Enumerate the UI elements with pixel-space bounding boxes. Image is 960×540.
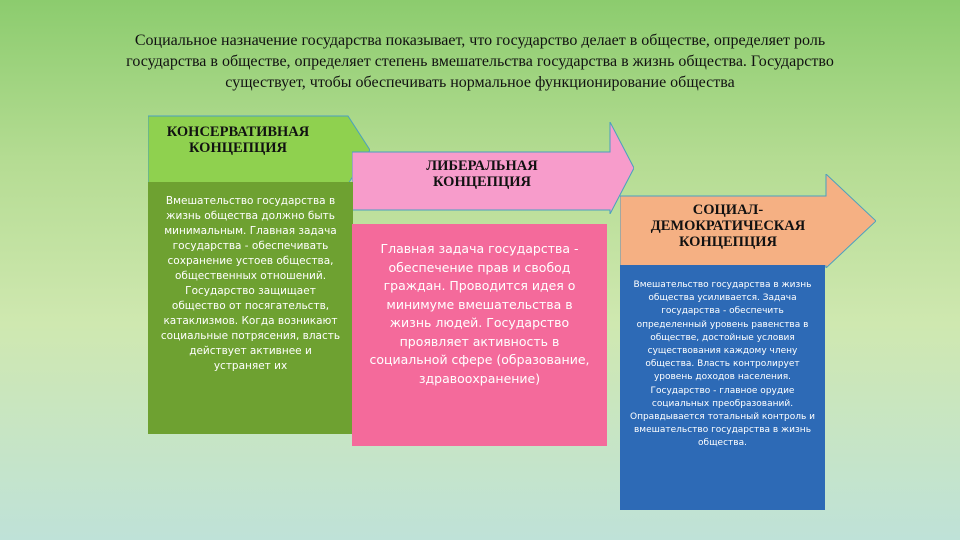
conservative-concept-title: КОНСЕРВАТИВНАЯ КОНЦЕПЦИЯ [166,124,310,156]
liberal-concept-arrow [352,122,634,214]
social-democratic-concept-arrow [620,174,876,268]
liberal-concept-text: Главная задача государства - обеспечение прав и свобод граждан. Проводится идея о минимуме вмешательства в жизнь людей. Государство проявляет активность в социальной сфере (образование, здравоохранение) [352,224,607,446]
liberal-concept-title: ЛИБЕРАЛЬНАЯ КОНЦЕПЦИЯ [426,158,538,190]
social-democratic-concept-text: Вмешательство государства в жизнь общества усиливается. Задача государства - обеспечить определенный уровень равенства в обществе, достойные условия существования каждому члену общества. Власть контролирует уровень доходов населения. Государство - главное орудие социальных преобразований. Оправдывается тотальный контроль и вмешательство государства в жизнь общества. [620,265,825,510]
intro-paragraph: Социальное назначение государства показывает, что государство делает в обществе, определяет роль государства в обществе, определяет степень вмешательства государства в жизнь общества. Государство существует, чтобы обеспечивать нормальное функционирование общества [126,32,834,91]
conservative-concept-arrow [148,112,370,184]
social-democratic-concept-title: СОЦИАЛ-ДЕМОКРАТИЧЕСКАЯ КОНЦЕПЦИЯ [650,202,806,250]
conservative-concept-text: Вмешательство государства в жизнь общества должно быть минимальным. Главная задача государства - обеспечивать сохранение устоев общества, общественных отношений. Государство защищает общество от посягательств, катаклизмов. Когда возникают социальные потрясения, власть действует активнее и устраняет их [148,182,353,434]
